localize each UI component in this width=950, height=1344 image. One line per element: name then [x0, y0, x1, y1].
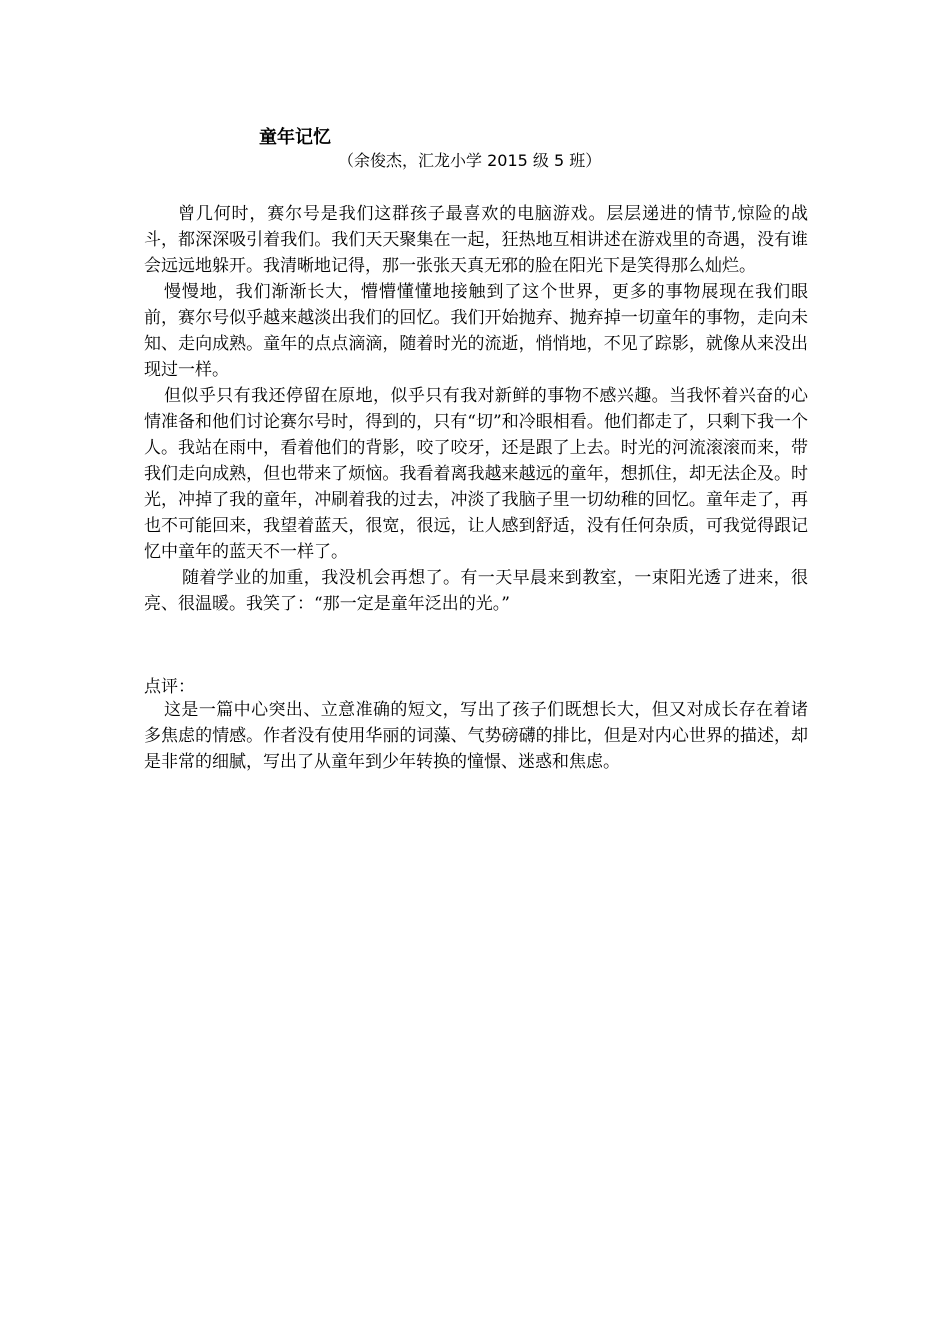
- paragraph-3: 但似乎只有我还停留在原地，似乎只有我对新鲜的事物不感兴趣。当我怀着兴奋的心情准备和他们讨论赛尔号时，得到的，只有“切”和冷眼相看。他们都走了，只剩下我一个人。我站在雨中，看着他们的背影，咬了咬牙，还是跟了上去。时光的河流滚滚而来，带我们走向成熟，但也带来了烦恼。我看着离我越来越远的童年，想抓住，却无法企及。时光，冲掉了我的童年，冲刷着我的过去，冲淡了我脑子里一切幼稚的回忆。童年走了，再也不可能回来，我望着蓝天，很宽，很远，让人感到舒适，没有任何杂质，可我觉得跟记忆中童年的蓝天不一样了。: [144, 386, 808, 562]
- paragraph-2: 慢慢地，我们渐渐长大，懵懵懂懂地接触到了这个世界，更多的事物展现在我们眼前，赛尔号似乎越来越淡出我们的回忆。我们开始抛弃、抛弃掉一切童年的事物，走向未知、走向成熟。童年的点点滴滴，随着时光的流逝，悄悄地，不见了踪影，就像从来没出现过一样。: [144, 282, 808, 380]
- comment-label: 点评：: [144, 677, 195, 697]
- paragraph-4: 随着学业的加重，我没机会再想了。有一天早晨来到教室，一束阳光透了进来，很亮、很温暖。我笑了：“那一定是童年泛出的光。”: [144, 568, 808, 614]
- essay-body: [144, 201, 808, 617]
- comment-text: 这是一篇中心突出、立意准确的短文，写出了孩子们既想长大，但又对成长存在着诸多焦虑的情感。作者没有使用华丽的词藻、气势磅礴的排比，但是对内心世界的描述，却是非常的细腻，写出了从童年到少年转换的憧憬、迷惑和焦虑。: [144, 700, 808, 772]
- author-line: （余俊杰，汇龙小学 2015 级 5 班）: [338, 151, 602, 170]
- essay-title: 童年记忆: [259, 127, 331, 148]
- paragraph-1: 曾几何时，赛尔号是我们这群孩子最喜欢的电脑游戏。层层递进的情节,惊险的战斗，都深深吸引着我们。我们天天聚集在一起，狂热地互相讲述在游戏里的奇遇，没有谁会远远地躲开。我清晰地记得，那一张张天真无邪的脸在阳光下是笑得那么灿烂。: [144, 204, 808, 276]
